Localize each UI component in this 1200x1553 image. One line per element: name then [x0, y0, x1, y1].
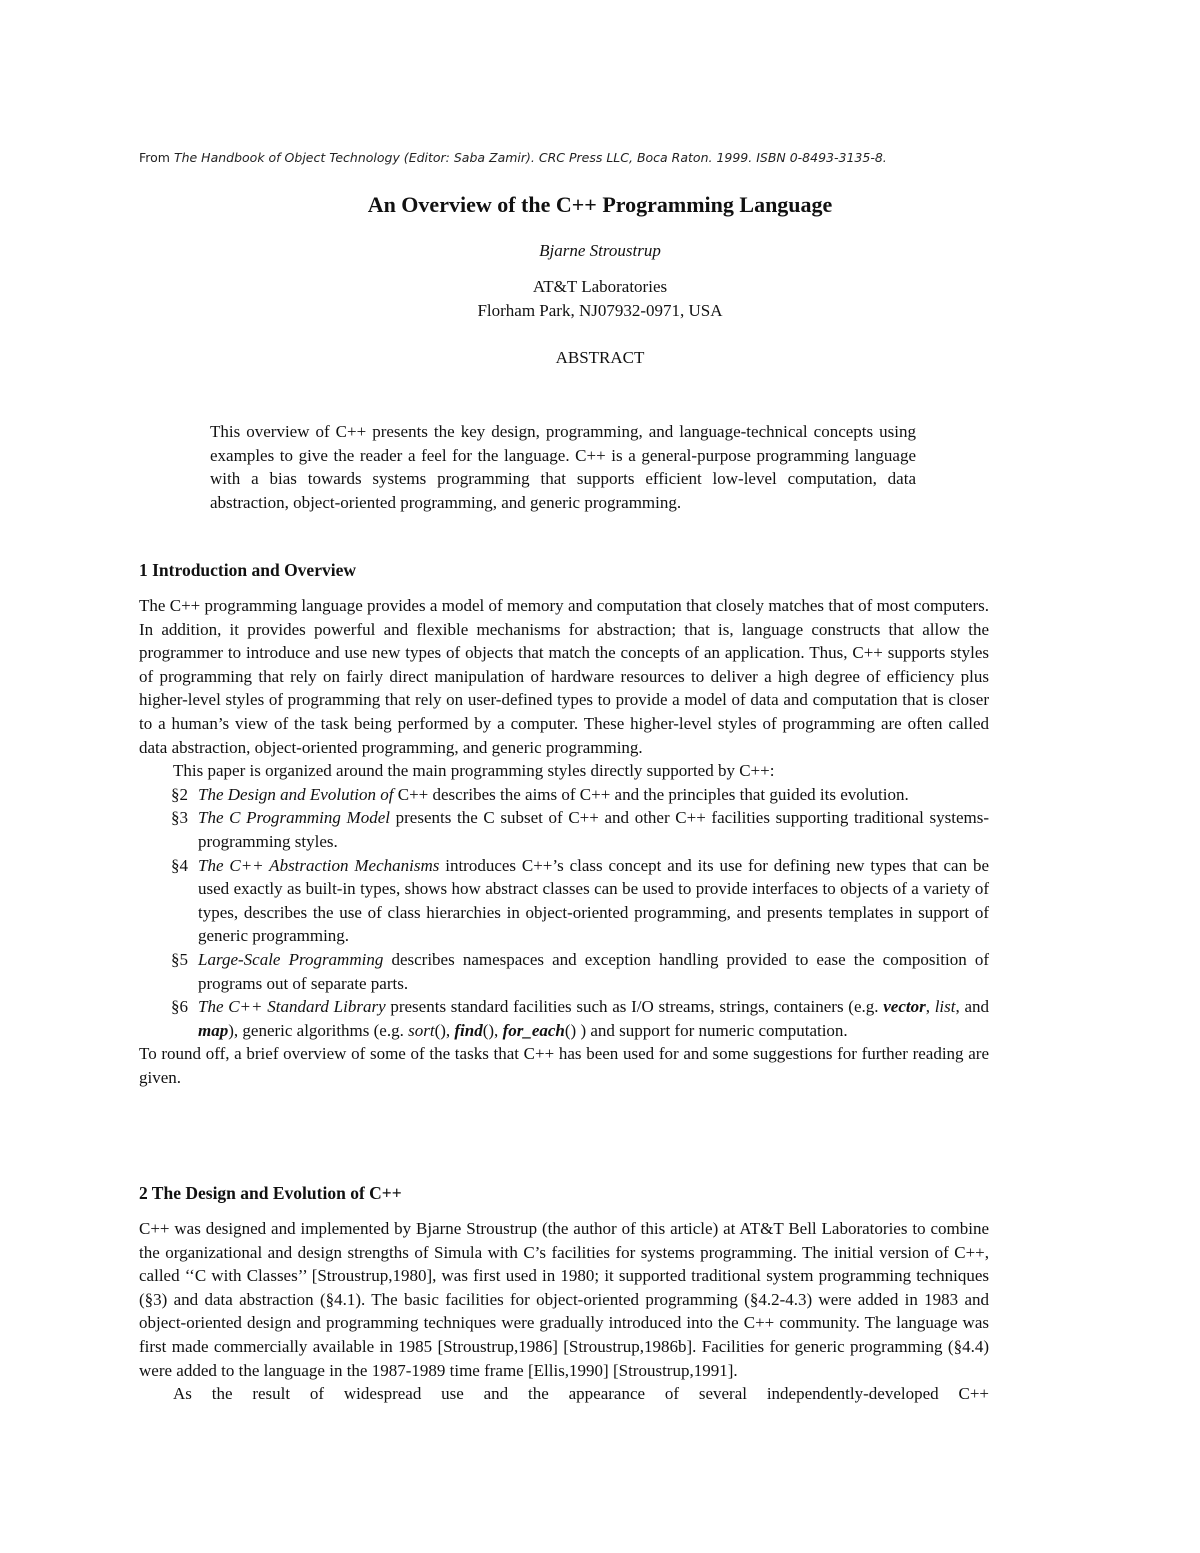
code-list: list: [934, 997, 956, 1017]
list-item-text: [198, 783, 989, 807]
list-item-number: §6: [171, 997, 188, 1017]
section-2-body: [139, 1217, 989, 1406]
list-item-number: §4: [171, 855, 188, 875]
list-item-description: presents standard facilities such as I/O streams, strings, containers (e.g.: [385, 997, 879, 1017]
list-item-title: Large-Scale Programming: [198, 949, 384, 969]
list-item-title: The C++ Standard Library: [198, 997, 386, 1017]
code-map: map: [198, 1020, 229, 1040]
code-find: find: [454, 1020, 483, 1040]
affiliation-line-1: AT&T Laboratories: [532, 277, 668, 296]
list-item-title: The C Programming Model: [198, 808, 390, 828]
abstract-paragraph: This overview of C++ presents the key design, programming, and language-technical concepts using examples to give the reader a feel for the language. C++ is a general-purpose programming language with a bias towards systems programming that supports efficient low-level computation, data abstraction, object-oriented programming, and generic programming.: [210, 422, 916, 512]
abstract-text: [210, 420, 916, 514]
section-1-body: [139, 594, 989, 1089]
list-item-text: [198, 948, 989, 995]
code-generic: ), generic algorithms (e.g.: [228, 1020, 409, 1040]
list-item-description: presents the C subset of C++ and other C++ facilities supporting traditional systems-programming styles.: [198, 808, 989, 851]
code-and: , and: [955, 997, 990, 1017]
paper-title: An Overview of the C++ Programming Language: [367, 192, 833, 217]
code-sort: sort: [408, 1020, 435, 1040]
list-item: [139, 948, 989, 995]
list-item: [139, 783, 989, 807]
section-1-paragraph-3: To round off, a brief overview of some of the tasks that C++ has been used for and some suggestions for further reading are given.: [139, 1044, 989, 1087]
section-1-heading: 1 Introduction and Overview: [139, 560, 356, 580]
list-item-number: §3: [171, 808, 188, 828]
list-item-text: [198, 854, 989, 948]
list-item-title: The C++ Abstraction Mechanisms: [198, 855, 440, 875]
list-item: [139, 995, 989, 1042]
list-item-description: C++ describes the aims of C++ and the principles that guided its evolution.: [393, 784, 909, 804]
list-item-text: The C++ Standard Library presents standard facilities such as I/O streams, strings, containers (e.g. vector, list, and map), generic algorithms (e.g. sort(), find(), for_each() ) and support for numeric computation.: [198, 997, 990, 1040]
source-citation-italic: The Handbook of Object Technology (Editor: Saba Zamir). CRC Press LLC, Boca Raton. 1999. ISBN 0-8493-3135-8.: [173, 150, 887, 165]
section-1-paragraph-1: The C++ programming language provides a model of memory and computation that closely matches that of most computers. In addition, it provides powerful and flexible mechanisms for abstraction; that is, language constructs that allow the programmer to introduce and use new types of objects that match the concepts of an application. Thus, C++ supports styles of programming that rely on fairly direct manipulation of hardware resources to deliver a high degree of efficiency plus higher-level styles of programming that rely on user-defined types to provide a model of data and computation that is closer to a human’s view of the task being performed by a computer. These higher-level styles of programming are often called data abstraction, object-oriented programming, and generic programming.: [139, 596, 989, 757]
abstract-heading: ABSTRACT: [555, 348, 645, 367]
affiliation-line-2: Florham Park, NJ07932-0971, USA: [477, 301, 723, 320]
code-vector: vector: [883, 997, 926, 1017]
code-tail: ) and support for numeric computation.: [580, 1020, 848, 1040]
list-item: [139, 854, 989, 948]
source-prefix: From: [139, 150, 174, 165]
section-2-heading: 2 The Design and Evolution of C++: [139, 1183, 402, 1203]
author-name: Bjarne Stroustrup: [539, 241, 661, 260]
list-item-number: §5: [171, 949, 188, 969]
list-item-number: §2: [171, 784, 188, 804]
list-item-text: [198, 806, 989, 853]
section-1-paragraph-2: This paper is organized around the main programming styles directly supported by C++:: [173, 761, 775, 781]
list-item-description: introduces C++’s class concept and its use for defining new types that can be used exactly as built-in types, shows how abstract classes can be used to provide interfaces to objects of a variety of types, describes the use of class hierarchies in object-oriented programming, and presents templates in support of generic programming.: [198, 855, 989, 946]
section-2-paragraph-1: C++ was designed and implemented by Bjarne Stroustrup (the author of this article) at AT&T Bell Laboratories to combine the organizational and design strengths of Simula with C’s facilities for systems programming. The initial version of C++, called ‘‘C with Classes’’ [Stroustrup,1980], was first used in 1980; it supported traditional system programming techniques (§3) and data abstraction (§4.1). The basic facilities for object-oriented programming (§4.2-4.3) were added in 1983 and object-oriented design and programming techniques were gradually introduced into the C++ community. The language was first made commercially available in 1985 [Stroustrup,1986] [Stroustrup,1986b]. Facilities for generic programming (§4.4) were added to the language in the 1987-1989 time frame [Ellis,1990] [Stroustrup,1991].: [139, 1219, 989, 1380]
list-item-title: The Design and Evolution of: [198, 784, 394, 804]
section-2-paragraph-2: As the result of widespread use and the appearance of several independently-developed C++: [173, 1384, 989, 1404]
list-item: [139, 806, 989, 853]
list-item-description: describes namespaces and exception handling provided to ease the composition of programs out of separate parts.: [198, 949, 989, 993]
source-citation: [139, 150, 1069, 165]
code-for-each: for_each: [502, 1020, 565, 1040]
